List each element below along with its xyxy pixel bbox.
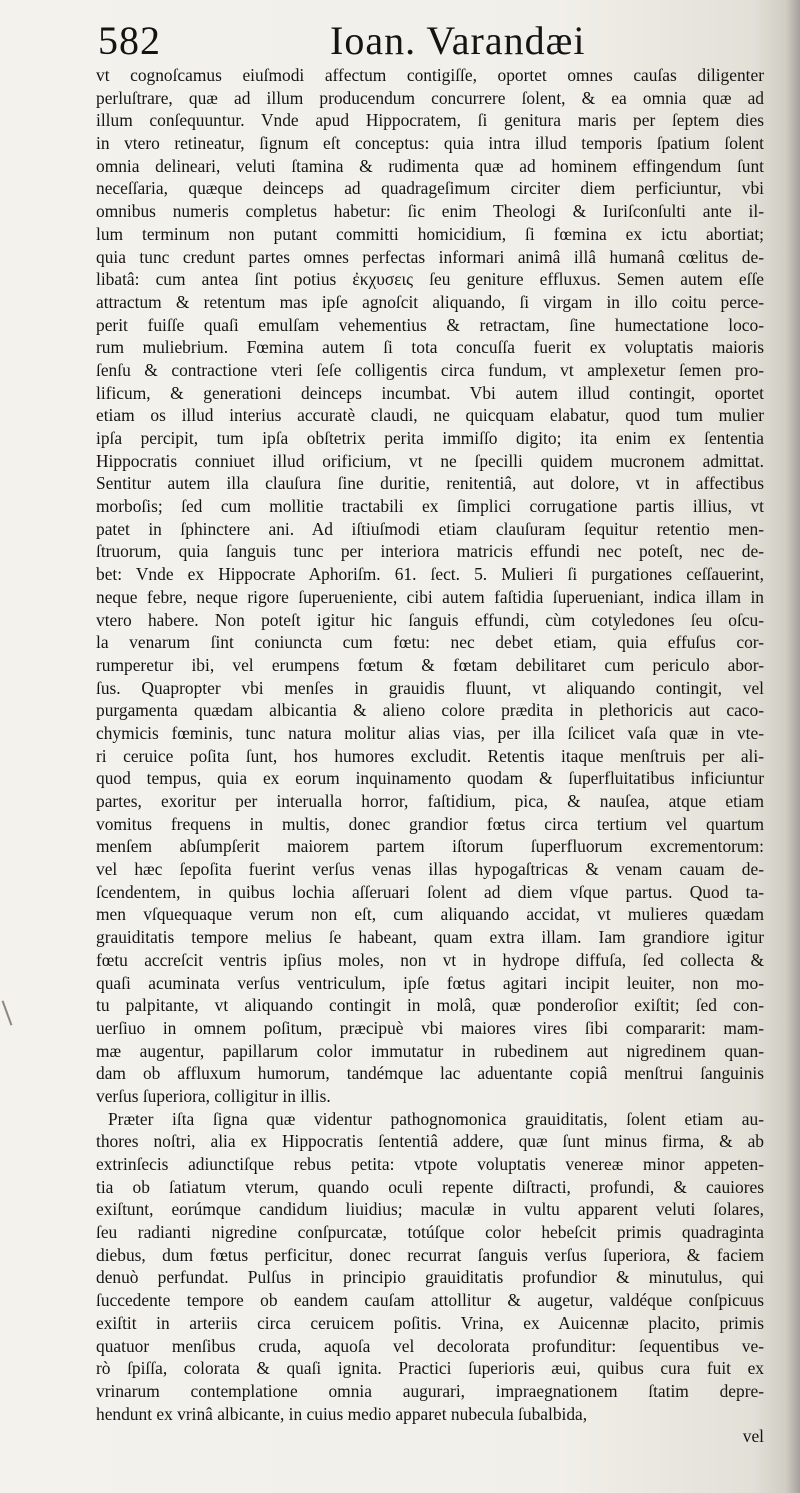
text-line: quaſi acuminata verſus ventriculum, ipſe fœtus agitari incipit leuiter, non mo-: [96, 972, 764, 993]
text-line: grauiditatis tempore melius ſe habeant, quam extra illam. Iam grandiore igitur: [96, 927, 764, 948]
text-line: attractum & retentum mas ipſe agnoſcit aliquando, ſi virgam in illo coitu perce-: [96, 291, 764, 312]
text-line: dam ob affluxum humorum, tandémque lac aduentante copiâ menſtrui ſanguinis: [96, 1063, 764, 1084]
text-line: lificum, & generationi deinceps incumbat. Vbi autem illud contingit, oportet: [96, 382, 764, 403]
text-line: chymicis fœminis, tunc natura molitur alias vias, per illa ſcilicet vaſa quæ in vte-: [96, 722, 764, 743]
text-line: bet: Vnde ex Hippocrate Aphoriſm. 61. ſect. 5. Mulieri ſi purgationes ceſſauerint,: [96, 564, 764, 585]
page-header: [98, 16, 738, 66]
text-line: in vtero retineatur, ſignum eſt conceptus: quia intra illud temporis ſpatium ſolent: [96, 133, 764, 154]
text-line: rum muliebrium. Fœmina autem ſi tota concuſſa fuerit ex voluptatis maioris: [96, 337, 764, 358]
text-line: ri ceruice poſita ſunt, hos humores excludit. Retentis itaque menſtruis per ali-: [96, 745, 764, 766]
text-line: vtero habere. Non poteſt igitur hic ſanguis effundi, cùm cotyledones ſeu oſcu-: [96, 609, 764, 630]
text-line: fœtu accreſcit ventris ipſius moles, non vt in hydrope diffuſa, ſed collecta &: [96, 949, 764, 970]
text-line: rò ſpiſſa, colorata & quaſi ignita. Practici ſuperioris æui, quibus cura fuit ex: [96, 1358, 764, 1379]
margin-mark: [2, 1000, 13, 1025]
text-line: perit fuiſſe quaſi emulſam vehementius & retractam, ſine humectatione loco-: [96, 314, 764, 335]
text-line: ſuccedente tempore ob eandem cauſam attollitur & augetur, valdéque conſpicuus: [96, 1290, 764, 1311]
text-line: hendunt ex vrinâ albicante, in cuius medio apparet nubecula ſubalbida,: [96, 1403, 588, 1424]
text-line: verſus ſuperiora, colligitur in illis.: [96, 1085, 331, 1106]
text-line: quod tempus, quia ex eorum inquinamento quodam & ſuperfluitatibus inficiuntur: [96, 768, 764, 789]
text-line: Præter iſta ſigna quæ videntur pathognomonica grauiditatis, ſolent etiam au-: [108, 1108, 764, 1129]
text-line: rumperetur ibi, vel erumpens fœtum & fœtam debilitaret cum periculo abor-: [96, 654, 764, 675]
text-line: ſus. Quapropter vbi menſes in grauidis fluunt, vt aliquando contingit, vel: [96, 677, 764, 698]
text-line: ſcendentem, in quibus lochia aſſeruari ſolent ad diem vſque partus. Quod ta-: [96, 881, 764, 902]
text-line: partes, exoritur per interualla horror, faſtidium, pica, & nauſea, atque etiam: [96, 791, 764, 811]
text-body: [96, 64, 764, 1448]
text-line: ipſa percipit, tum ipſa obſtetrix perita immiſſo digito; ita enim ex ſententia: [96, 428, 764, 448]
text-line: Hippocratis conniuet illud orificium, vt ne ſpecilli quidem mucronem admittat.: [96, 450, 764, 471]
text-line: lum terminum non putant committi homicidium, ſi fœmina ex ictu abortiat;: [96, 223, 764, 244]
text-line: men vſquequaque verum non eſt, cum aliquando accidat, vt mulieres quædam: [96, 904, 764, 925]
text-line: vomitus frequens in multis, donec grandior fœtus circa tertium vel quartum: [96, 813, 764, 834]
text-line: menſem abſumpſerit maiorem partem iſtorum ſuperfluorum excrementorum:: [96, 836, 764, 857]
text-line: mæ augentur, papillarum color immutatur in rubedinem aut nigredinem quan-: [96, 1040, 764, 1061]
text-line: thores noſtri, alia ex Hippocratis ſententiâ addere, quæ ſunt minus firma, & ab: [96, 1131, 764, 1152]
text-line: vel hæc ſepoſita fuerint verſus venas illas hypogaſtricas & venam cauam de-: [96, 859, 764, 880]
text-line: illum conſequuntur. Vnde apud Hippocratem, ſi genitura maris per ſeptem dies: [96, 110, 764, 131]
text-line: vrinarum contemplatione omnia augurari, impraegnationem ſtatim depre-: [96, 1380, 764, 1401]
text-line: exiſtunt, eorúmque candidum liuidius; maculæ in vultu apparent veluti ſolares,: [96, 1199, 764, 1220]
text-line: libatâ: cum antea ſint potius ἐκχυσεις ſeu geniture effluxus. Semen autem eſſe: [96, 269, 764, 290]
text-line: perluſtrare, quæ ad illum producendum concurrere ſolent, & ea omnia quæ ad: [96, 87, 764, 108]
text-line: tia ob ſatiatum vterum, quando oculi repente diſtracti, profundi, & cauiores: [96, 1176, 764, 1197]
text-line: tu palpitante, vt aliquando contingit in molâ, quæ ponderoſior exiſtit; ſed con-: [96, 995, 764, 1016]
text-line: quatuor menſibus cruda, aquoſa vel decolorata profunditur: ſequentibus ve-: [96, 1335, 764, 1356]
text-line: etiam os illud interius accuratè claudi, ne quicquam elabatur, quod tum mulier: [96, 405, 764, 426]
text-line: denuò perfundat. Pulſus in principio grauiditatis profundior & minutulus, qui: [96, 1267, 764, 1288]
running-head: Ioan. Varandæi: [330, 18, 586, 63]
text-line: uerſiuo in omnem poſitum, præcipuè vbi maiores vires ſibi compararit: mam-: [96, 1017, 764, 1038]
text-line: la venarum ſint coniuncta cum fœtu: nec debet etiam, quia effuſus cor-: [96, 632, 764, 653]
text-line: diebus, dum fœtus perficitur, donec recurrat ſanguis verſus ſuperiora, & faciem: [96, 1244, 764, 1265]
text-line: vt cognoſcamus eiuſmodi affectum contigiſſe, oportet omnes cauſas diligenter: [96, 65, 764, 85]
text-line: neceſſaria, quæque deinceps ad quadrageſimum circiter diem perficiuntur, vbi: [96, 178, 764, 199]
text-line: vel: [742, 1426, 764, 1447]
text-line: Sentitur autem illa clauſura ſine duritie, renitentiâ, aut dolore, vt in affectibus: [96, 473, 764, 494]
page-edge-shadow: [786, 0, 800, 1493]
text-line: patet in ſphinctere ani. Ad iſtiuſmodi etiam clauſuram ſequitur retentio men-: [96, 518, 764, 539]
text-line: omnibus numeris completus habetur: ſic enim Theologi & Iuriſconſulti ante il-: [96, 201, 764, 222]
text-line: neque febre, neque rigore ſuperueniente, cibi autem faſtidia ſuperueniant, indica illam in: [96, 586, 764, 607]
text-line: exiſtit in arteriis circa ceruicem poſitis. Vrina, ex Auicennæ placito, primis: [96, 1312, 764, 1333]
text-line: purgamenta quædam albicantia & alieno colore prædita in plethoricis aut caco-: [96, 700, 764, 721]
page-number: 582: [98, 18, 161, 63]
text-line: ſeu radianti nigredine conſpurcatæ, totúſque color hebeſcit primis quadraginta: [96, 1222, 764, 1243]
text-line: quia tunc credunt partes omnes perfectas informari animâ illâ humanâ cœlitus de-: [96, 246, 764, 267]
text-line: omnia delineari, veluti ſtamina & rudimenta quæ ad hominem effingendum ſunt: [96, 155, 764, 176]
text-line: extrinſecis adiunctiſque rebus petita: vtpote voluptatis venereæ minor appeten-: [96, 1154, 764, 1174]
text-line: morboſis; ſed cum mollitie tractabili ex ſimplici corrugatione partis illius, vt: [96, 496, 764, 517]
text-line: ſtruorum, quia ſanguis tunc per interiora matricis effundi nec poteſt, nec de-: [96, 541, 764, 562]
text-line: ſenſu & contractione vteri ſeſe colligentis circa fundum, vt amplexetur ſemen pro-: [96, 359, 764, 380]
